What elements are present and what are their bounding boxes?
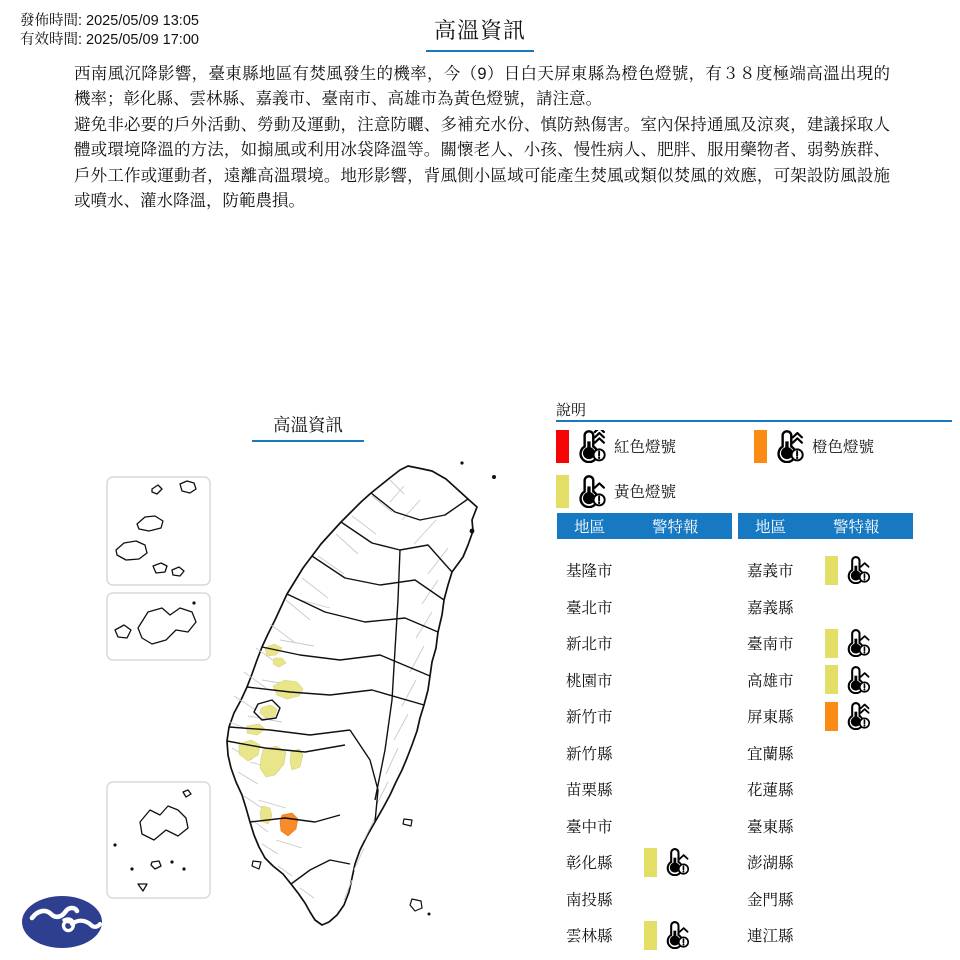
table-row [738,844,913,881]
yellow-color-swatch [825,665,838,694]
table-rows [557,552,732,954]
table-header [738,513,913,539]
region-name: 苗栗縣 [566,782,613,800]
legend-item-yellow [556,474,676,508]
bulletin-text [74,62,890,214]
table-row [738,589,913,626]
legend-label: 紅色燈號 [614,439,677,456]
table-row [557,662,732,699]
yellow-color-swatch [825,556,838,585]
region-name: 新竹縣 [566,745,613,763]
region-name: 臺南市 [747,636,794,654]
warning-indicator-yellow [825,629,872,658]
legend-item-red [556,429,676,463]
inset-kinmen [107,593,210,660]
table-row [738,771,913,808]
legend-divider [556,420,952,422]
region-name: 新北市 [566,636,613,654]
region-table-right [738,513,913,954]
taiwan-island [227,461,496,925]
thermometer-warning-icon [575,430,608,463]
warning-column-header: 警特報 [652,519,699,536]
table-row [557,698,732,735]
cwb-logo [20,894,106,950]
thermometer-warning-icon [773,430,806,463]
thermometer-warning-icon [844,556,872,584]
legend-label: 橙色燈號 [812,439,875,456]
legend-item-orange [754,429,874,463]
thermometer-warning-icon [844,666,872,694]
region-name: 新竹市 [566,709,613,727]
red-color-swatch [556,430,569,463]
region-name: 桃園市 [566,672,613,690]
region-name: 臺中市 [566,818,613,836]
region-name: 宜蘭縣 [747,745,794,763]
region-table-left [557,513,732,954]
region-column-header: 地區 [755,519,787,536]
region-name: 嘉義縣 [747,599,794,617]
table-header [557,513,732,539]
table-row [738,625,913,662]
thermometer-warning-icon [663,921,691,949]
thermometer-warning-icon [844,702,872,730]
taiwan-warning-map [90,440,530,960]
table-row [557,735,732,772]
warning-indicator-yellow [644,921,691,950]
region-name: 屏東縣 [747,709,794,727]
warning-indicator-orange [825,702,872,731]
warning-indicator-yellow [825,556,872,585]
table-row [738,917,913,954]
region-name: 南投縣 [566,891,613,909]
bulletin-paragraph-2: 避免非必要的戶外活動、勞動及運動，注意防曬、多補充水份、慎防熱傷害。室內保持通風及涼爽，建議採取人體或環境降溫的方法，如搧風或利用冰袋降溫等。關懷老人、小孩、慢性病人、肥胖、服用藥物者、弱勢族群、戶外工作或運動者，遠離高溫環境。地形影響，背風側小區域可能產生焚風或類似焚風的效應，可架設防風設施或噴水、灌水降溫，防範農損。 [74,115,890,211]
legend-label: 黃色燈號 [614,484,677,501]
table-row [738,662,913,699]
table-row [557,881,732,918]
region-name: 澎湖縣 [747,855,794,873]
timestamps [20,12,199,50]
yellow-color-swatch [644,921,657,950]
issued-time: 發佈時間: 2025/05/09 13:05 [20,13,199,29]
region-name: 臺東縣 [747,818,794,836]
thermometer-warning-icon [844,629,872,657]
thermometer-warning-icon [575,475,608,508]
table-row [557,808,732,845]
table-row [738,808,913,845]
table-row [557,589,732,626]
table-row [738,698,913,735]
table-row [557,917,732,954]
region-name: 基隆市 [566,563,613,581]
region-name: 高雄市 [747,672,794,690]
region-column-header: 地區 [574,519,606,536]
valid-time: 有效時間: 2025/05/09 17:00 [20,32,199,48]
legend-title: 說明 [556,402,587,419]
table-row [557,625,732,662]
region-name: 金門縣 [747,891,794,909]
table-row [557,844,732,881]
yellow-color-swatch [556,475,569,508]
yellow-color-swatch [825,629,838,658]
inset-matsu [107,477,210,585]
orange-color-swatch [754,430,767,463]
page-title: 高溫資訊 [426,14,534,52]
table-row [738,881,913,918]
warning-column-header: 警特報 [833,519,880,536]
inset-penghu [107,782,210,898]
map-title: 高溫資訊 [252,412,364,442]
region-name: 彰化縣 [566,855,613,873]
table-row [557,552,732,589]
region-name: 雲林縣 [566,928,613,946]
table-rows [738,552,913,954]
table-row [738,552,913,589]
yellow-color-swatch [644,848,657,877]
thermometer-warning-icon [663,848,691,876]
warning-indicator-yellow [825,665,872,694]
table-row [557,771,732,808]
region-name: 嘉義市 [747,563,794,581]
region-name: 花蓮縣 [747,782,794,800]
bulletin-paragraph-1: 西南風沉降影響，臺東縣地區有焚風發生的機率，今（9）日白天屏東縣為橙色燈號，有３８度極端高溫出現的機率；彰化縣、雲林縣、嘉義市、臺南市、高雄市為黃色燈號，請注意。 [74,65,890,109]
warning-indicator-yellow [644,848,691,877]
region-name: 連江縣 [747,928,794,946]
island-outline [227,466,477,925]
region-name: 臺北市 [566,599,613,617]
table-row [738,735,913,772]
orange-color-swatch [825,702,838,731]
